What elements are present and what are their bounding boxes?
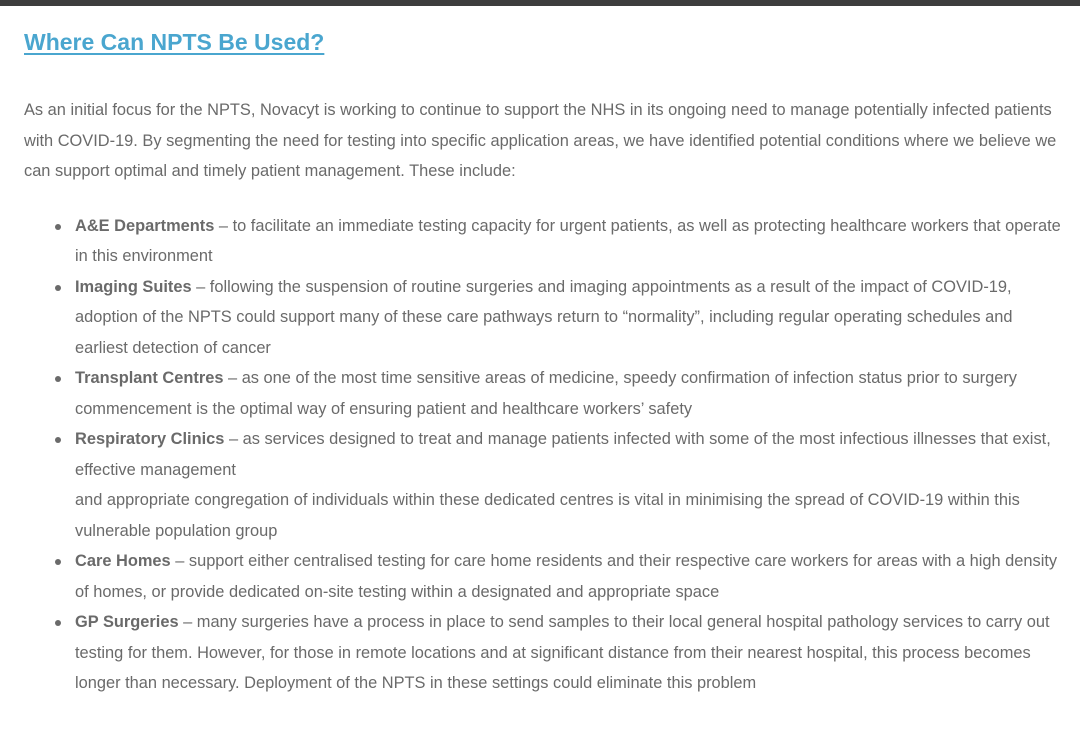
intro-paragraph: As an initial focus for the NPTS, Novacyt is working to continue to support the NHS in its ongoing need to manage potentially infected patients with COVID-19. By segmenting the need for testing into specific application areas, we have identified potential conditions where we believe we can support optimal and timely patient management. These include: bbox=[24, 101, 1057, 180]
list-item-ae-departments bbox=[75, 211, 1064, 272]
article-content bbox=[24, 6, 1064, 699]
list-item-term: Care Homes bbox=[75, 552, 171, 570]
bullet-icon bbox=[55, 559, 61, 565]
list-item-text: – following the suspension of routine surgeries and imaging appointments as a result of the impact of COVID-19, adoption of the NPTS could support many of these care pathways return to “normality”, including regular operating schedules and earliest detection of cancer bbox=[75, 277, 1013, 357]
list-item-gp-surgeries bbox=[75, 607, 1064, 699]
list-item-respiratory-clinics bbox=[75, 424, 1064, 546]
list-item-term: A&E Departments bbox=[75, 216, 215, 235]
section-heading-link[interactable]: Where Can NPTS Be Used? bbox=[24, 29, 325, 55]
bullet-icon bbox=[55, 285, 61, 291]
list-item-text-continued: and appropriate congregation of individuals within these dedicated centres is vital in minimising the spread of COVID-19 within this vulnerable population group bbox=[75, 491, 1020, 540]
list-item-term: Imaging Suites bbox=[75, 277, 192, 296]
list-item-term: Transplant Centres bbox=[75, 369, 224, 387]
list-item-text: – to facilitate an immediate testing capacity for urgent patients, as well as protecting healthcare workers that operate in this environment bbox=[75, 216, 1061, 265]
use-case-list bbox=[24, 211, 1064, 699]
list-item-care-homes bbox=[75, 546, 1064, 607]
list-item-text: – as one of the most time sensitive areas of medicine, speedy confirmation of infection status prior to surgery commencement is the optimal way of ensuring patient and healthcare workers’ safety bbox=[75, 369, 1017, 418]
list-item-imaging-suites bbox=[75, 272, 1064, 364]
bullet-icon bbox=[55, 224, 61, 230]
bullet-icon bbox=[55, 620, 61, 626]
list-item-transplant-centres bbox=[75, 363, 1064, 424]
list-item-text: – as services designed to treat and manage patients infected with some of the most infectious illnesses that exist, effective management bbox=[75, 430, 1051, 479]
list-item-term: GP Surgeries bbox=[75, 613, 179, 631]
bullet-icon bbox=[55, 437, 61, 443]
list-item-text: – many surgeries have a process in place to send samples to their local general hospital pathology services to carry out testing for them. However, for those in remote locations and at significant distance from their nearest hospital, this process becomes longer than necessary. Deployment of the NPTS in these settings could eliminate this problem bbox=[75, 613, 1050, 692]
list-item-text: – support either centralised testing for care home residents and their respective care workers for areas with a high density of homes, or provide dedicated on-site testing within a designated and appropriate space bbox=[75, 552, 1058, 601]
bullet-icon bbox=[55, 376, 61, 382]
list-item-term: Respiratory Clinics bbox=[75, 430, 225, 448]
